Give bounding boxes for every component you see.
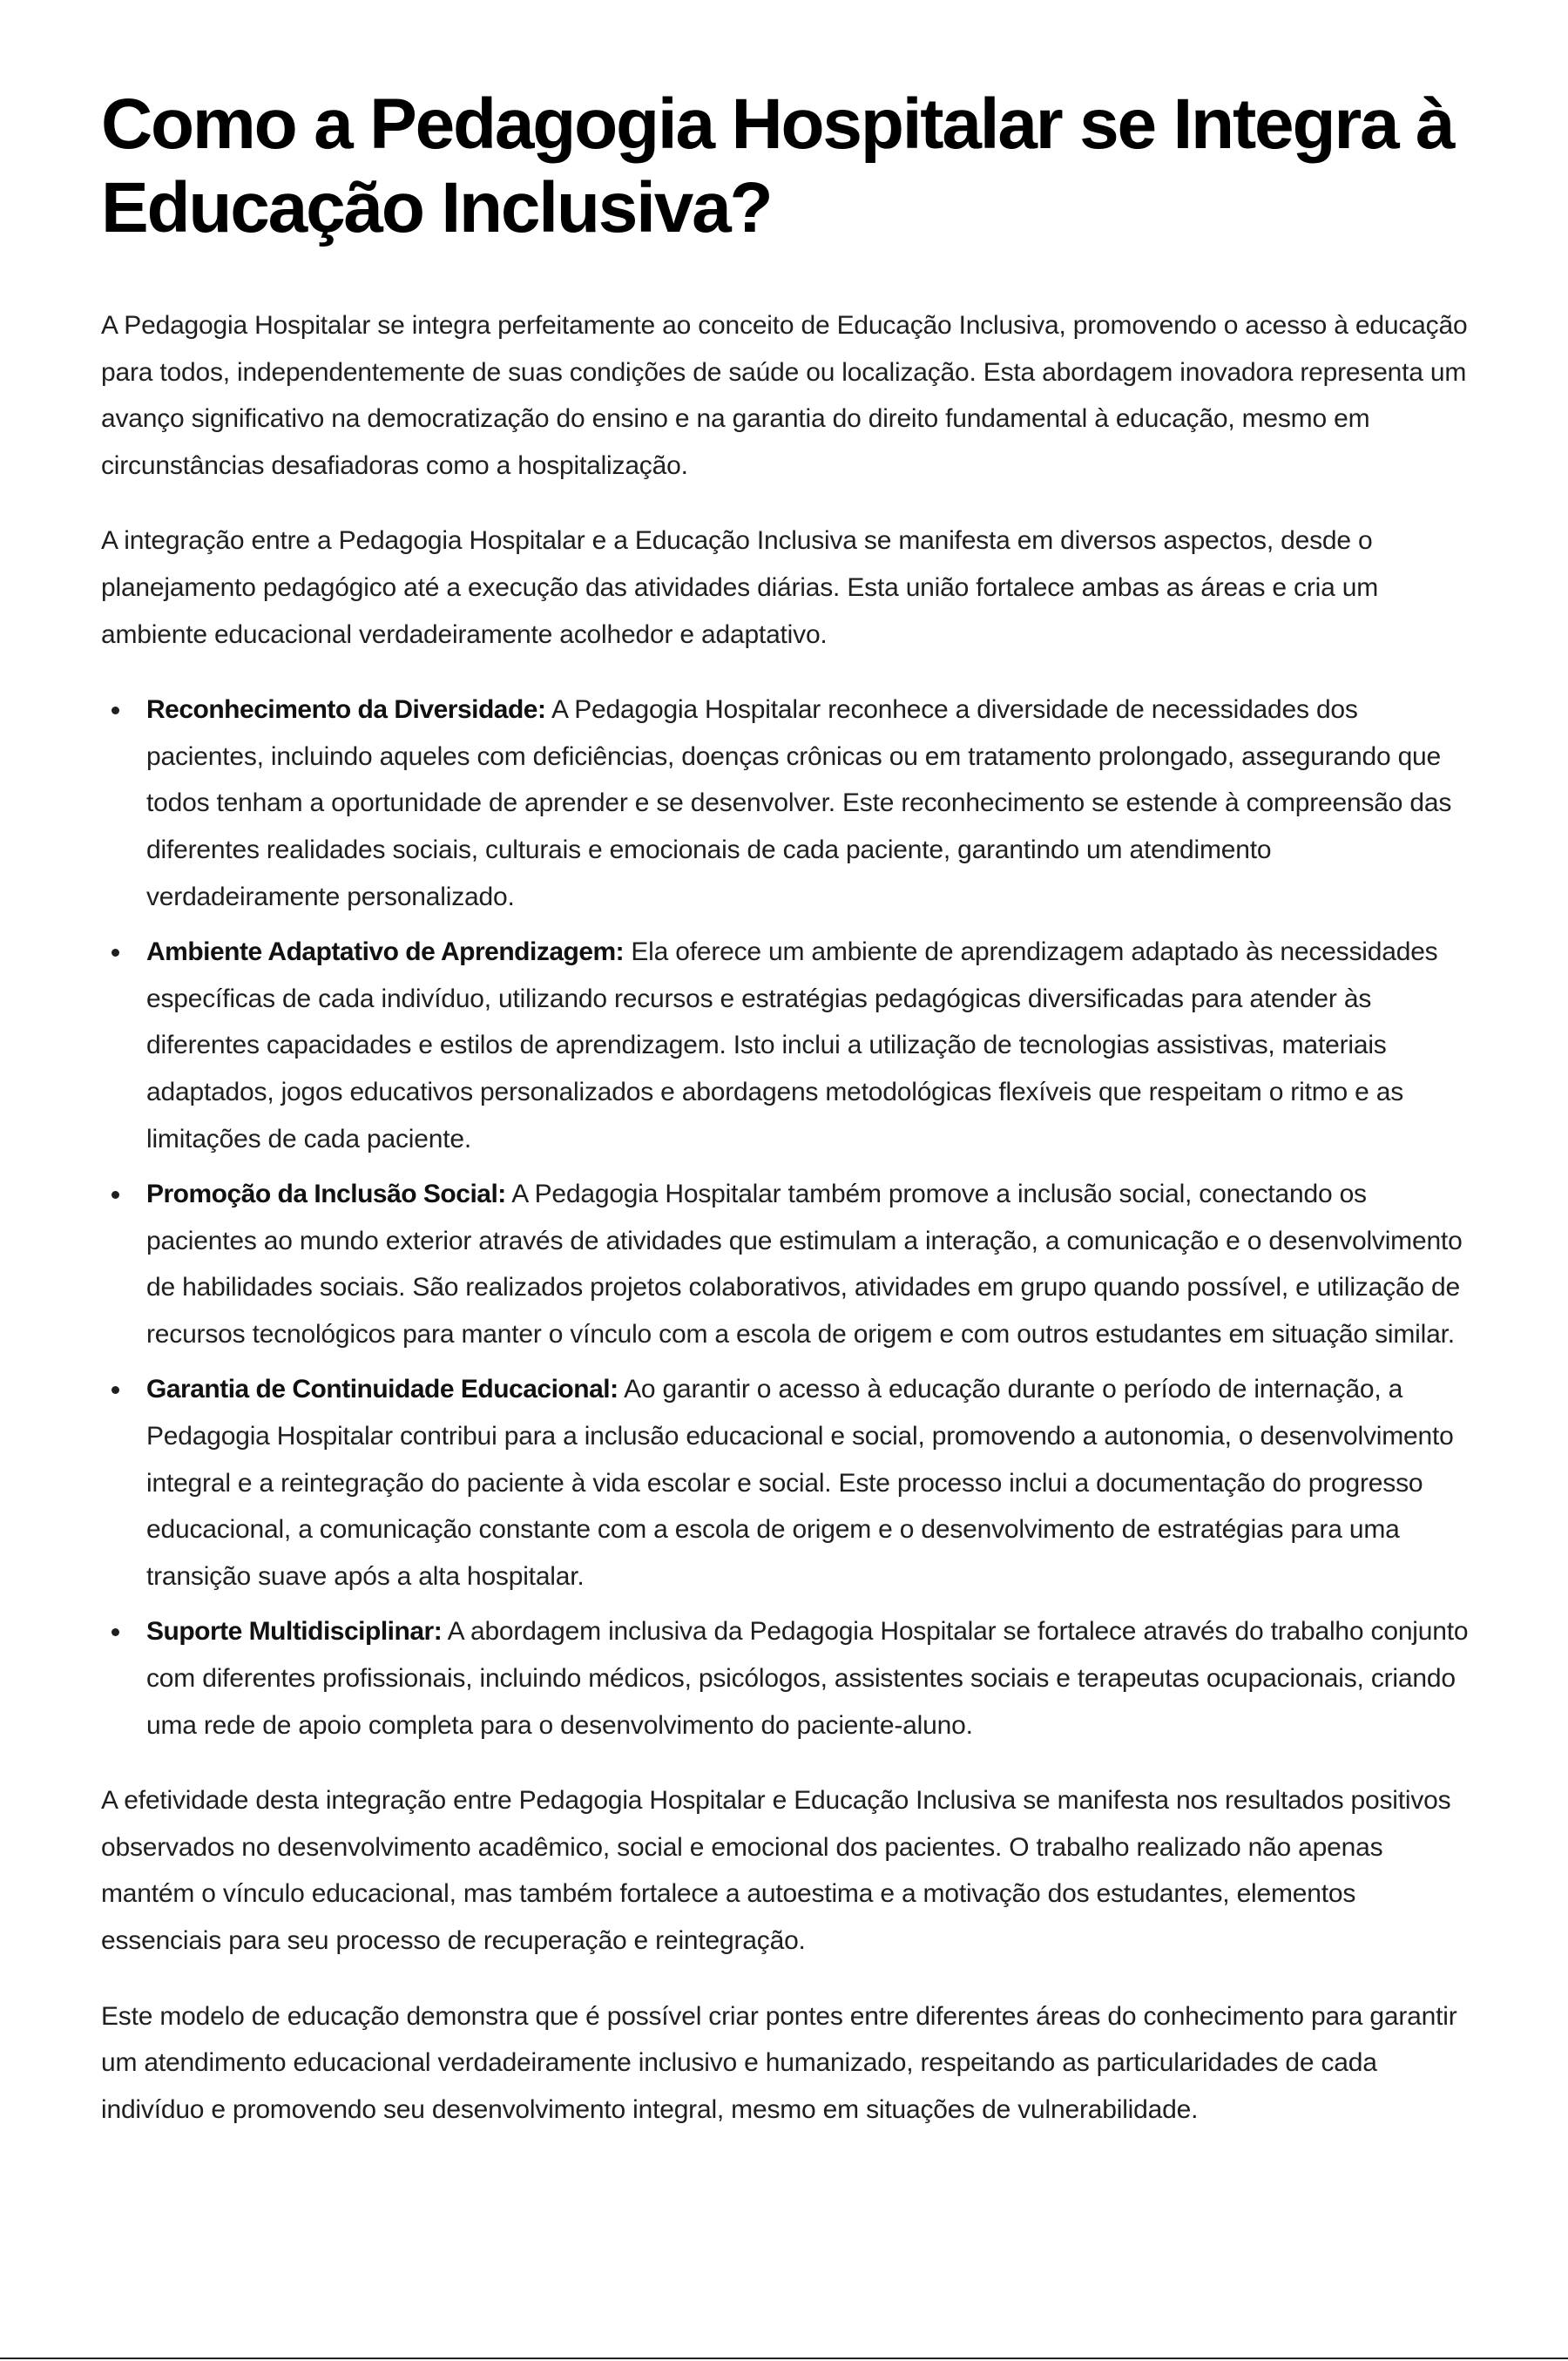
list-item <box>146 687 1470 920</box>
list-item-text: A Pedagogia Hospitalar reconhece a diversidade de necessidades dos pacientes, incluindo aqueles com deficiências, doenças crônicas ou em tratamento prolongado, assegurando que todos tenham a oportunidade de aprender e se desenvolver. Este reconhecimento se estende à compreensão das diferentes realidades sociais, culturais e emocionais de cada paciente, garantindo um atendimento verdadeiramente personalizado. <box>146 695 1452 911</box>
list-item-term: Garantia de Continuidade Educacional: <box>146 1375 618 1404</box>
list-item-term: Promoção da Inclusão Social: <box>146 1180 506 1209</box>
list-item <box>146 929 1470 1162</box>
bullet-icon <box>112 949 119 957</box>
list-item <box>146 1171 1470 1357</box>
intro-paragraph: A Pedagogia Hospitalar se integra perfeitamente ao conceito de Educação Inclusiva, promovendo o acesso à educação para todos, independentemente de suas condições de saúde ou localização. Esta abordagem inovadora representa um avanço significativo na democratização do ensino e na garantia do direito fundamental à educação, mesmo em circunstâncias desafiadoras como a hospitalização. <box>101 311 1468 480</box>
list-item-term: Ambiente Adaptativo de Aprendizagem: <box>146 937 625 967</box>
closing-paragraph: A efetividade desta integração entre Pedagogia Hospitalar e Educação Inclusiva se manifesta nos resultados positivos observados no desenvolvimento acadêmico, social e emocional dos pacientes. O trabalho realizado não apenas mantém o vínculo educacional, mas também fortalece a autoestima e a motivação dos estudantes, elementos essenciais para seu processo de recuperação e reintegração. <box>101 1786 1451 1955</box>
list-item <box>146 1608 1470 1749</box>
list-item-term: Reconhecimento da Diversidade: <box>146 695 546 725</box>
list-item <box>146 1366 1470 1600</box>
list-item-text: A Pedagogia Hospitalar também promove a inclusão social, conectando os pacientes ao mundo exterior através de atividades que estimulam a interação, a comunicação e o desenvolvimento de habilidades sociais. São realizados projetos colaborativos, atividades em grupo quando possível, e utilização de recursos tecnológicos para manter o vínculo com a escola de origem e com outros estudantes em situação similar. <box>146 1180 1463 1349</box>
list-item-text: Ela oferece um ambiente de aprendizagem adaptado às necessidades específicas de cada indivíduo, utilizando recursos e estratégias pedagógicas diversificadas para atender às diferentes capacidades e estilos de aprendizagem. Isto inclui a utilização de tecnologias assistivas, materiais adaptados, jogos educativos personalizados e abordagens metodológicas flexíveis que respeitam o ritmo e as limitações de cada paciente. <box>146 937 1438 1153</box>
list-item-text: Ao garantir o acesso à educação durante o período de internação, a Pedagogia Hospitalar contribui para a inclusão educacional e social, promovendo a autonomia, o desenvolvimento integral e a reintegração do paciente à vida escolar e social. Este processo inclui a documentação do progresso educacional, a comunicação constante com a escola de origem e o desenvolvimento de estratégias para uma transição suave após a alta hospitalar. <box>146 1375 1454 1591</box>
integration-aspects-list <box>101 687 1470 1749</box>
page-title: Como a Pedagogia Hospitalar se Integra à Educação Inclusiva? <box>101 85 1454 247</box>
article <box>101 83 1470 2161</box>
list-item-term: Suporte Multidisciplinar: <box>146 1617 443 1647</box>
closing-paragraph: Este modelo de educação demonstra que é possível criar pontes entre diferentes áreas do conhecimento para garantir um atendimento educacional verdadeiramente inclusivo e humanizado, respeitando as particularidades de cada indivíduo e promovendo seu desenvolvimento integral, mesmo em situações de vulnerabilidade. <box>101 2001 1457 2124</box>
list-item-text: A abordagem inclusiva da Pedagogia Hospitalar se fortalece através do trabalho conjunto com diferentes profissionais, incluindo médicos, psicólogos, assistentes sociais e terapeutas ocupacionais, criando uma rede de apoio completa para o desenvolvimento do paciente-aluno. <box>146 1617 1469 1740</box>
intro-paragraph: A integração entre a Pedagogia Hospitalar e a Educação Inclusiva se manifesta em diversos aspectos, desde o planejamento pedagógico até a execução das atividades diárias. Esta união fortalece ambas as áreas e cria um ambiente educacional verdadeiramente acolhedor e adaptativo. <box>101 526 1378 649</box>
bullet-icon <box>112 707 119 714</box>
bullet-icon <box>112 1628 119 1636</box>
bullet-icon <box>112 1386 119 1394</box>
bullet-icon <box>112 1191 119 1199</box>
bottom-divider <box>0 2358 1568 2359</box>
